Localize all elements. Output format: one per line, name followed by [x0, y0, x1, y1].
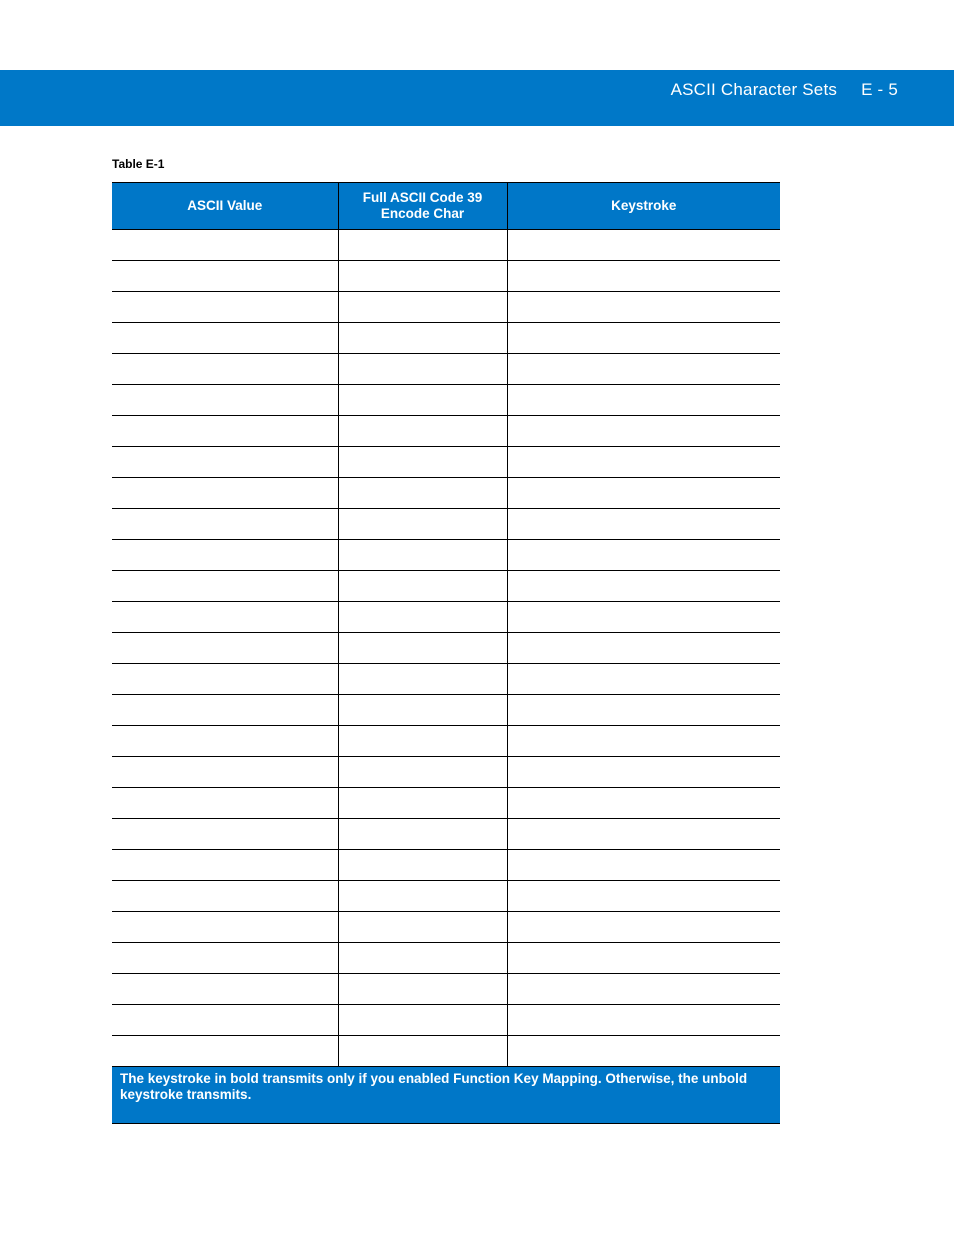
table-cell	[112, 664, 338, 695]
table-footnote: The keystroke in bold transmits only if you enabled Function Key Mapping. Otherwise, the unbold keystroke transmits.	[112, 1067, 780, 1124]
table-row	[112, 850, 780, 881]
table-cell	[112, 354, 338, 385]
table-cell	[507, 974, 780, 1005]
table-row	[112, 540, 780, 571]
table-cell	[338, 912, 507, 943]
table-cell	[112, 633, 338, 664]
table-cell	[507, 292, 780, 323]
table-footnote-row	[112, 1067, 780, 1124]
page-number: E - 5	[861, 80, 898, 99]
table-cell	[507, 478, 780, 509]
table-cell	[112, 540, 338, 571]
column-header-keystroke: Keystroke	[507, 183, 780, 230]
table-row	[112, 664, 780, 695]
table-row	[112, 757, 780, 788]
table-row	[112, 478, 780, 509]
table-cell	[112, 571, 338, 602]
table-cell	[338, 602, 507, 633]
table-cell	[338, 664, 507, 695]
table-row	[112, 354, 780, 385]
table-cell	[338, 633, 507, 664]
table-cell	[338, 230, 507, 261]
table-row	[112, 230, 780, 261]
section-title: ASCII Character Sets	[670, 80, 838, 99]
table-cell	[338, 726, 507, 757]
table-cell	[507, 416, 780, 447]
table-cell	[338, 1005, 507, 1036]
table-cell	[338, 819, 507, 850]
table-cell	[112, 726, 338, 757]
table-cell	[112, 602, 338, 633]
table-cell	[112, 230, 338, 261]
table-cell	[338, 416, 507, 447]
table-row	[112, 943, 780, 974]
table-cell	[507, 323, 780, 354]
table-row	[112, 974, 780, 1005]
table-cell	[507, 664, 780, 695]
table-cell	[507, 540, 780, 571]
table-cell	[338, 509, 507, 540]
table-cell	[112, 447, 338, 478]
table-cell	[338, 571, 507, 602]
table-row	[112, 261, 780, 292]
table-cell	[338, 385, 507, 416]
table-cell	[507, 912, 780, 943]
table-cell	[507, 261, 780, 292]
table-caption: Table E-1	[112, 157, 165, 171]
table-cell	[112, 416, 338, 447]
table-cell	[507, 602, 780, 633]
table-header-row	[112, 183, 780, 230]
table-row	[112, 881, 780, 912]
table-cell	[112, 1036, 338, 1067]
table-cell	[338, 540, 507, 571]
table-cell	[338, 788, 507, 819]
running-header	[671, 80, 898, 100]
table-cell	[338, 1036, 507, 1067]
column-header-line: Encode Char	[380, 206, 465, 221]
table-row	[112, 695, 780, 726]
table-cell	[112, 323, 338, 354]
table-cell	[112, 478, 338, 509]
column-header-line: Full ASCII Code 39	[362, 190, 483, 205]
table-cell	[507, 633, 780, 664]
table-cell	[338, 323, 507, 354]
table-cell	[112, 385, 338, 416]
table-cell	[112, 509, 338, 540]
table-cell	[507, 695, 780, 726]
table-cell	[507, 571, 780, 602]
table-row	[112, 602, 780, 633]
table-cell	[507, 385, 780, 416]
table-row	[112, 416, 780, 447]
table-cell	[112, 850, 338, 881]
table-cell	[507, 850, 780, 881]
table-cell	[507, 788, 780, 819]
table-cell	[507, 757, 780, 788]
table-row	[112, 1036, 780, 1067]
table-cell	[112, 292, 338, 323]
table-row	[112, 509, 780, 540]
column-header-code39-encode-char	[338, 183, 507, 230]
table-cell	[338, 261, 507, 292]
table-row	[112, 912, 780, 943]
table-cell	[338, 695, 507, 726]
ascii-table	[112, 182, 780, 1124]
table-cell	[338, 447, 507, 478]
table-row	[112, 385, 780, 416]
table-cell	[112, 974, 338, 1005]
table-row	[112, 292, 780, 323]
table-row	[112, 726, 780, 757]
table-cell	[112, 912, 338, 943]
table-row	[112, 1005, 780, 1036]
table-cell	[338, 292, 507, 323]
table-cell	[507, 726, 780, 757]
column-header-ascii-value: ASCII Value	[112, 183, 338, 230]
table-cell	[112, 881, 338, 912]
table-body	[112, 230, 780, 1124]
table-cell	[112, 943, 338, 974]
table-cell	[507, 354, 780, 385]
table-cell	[338, 974, 507, 1005]
table-cell	[338, 881, 507, 912]
table-cell	[338, 478, 507, 509]
table-cell	[338, 757, 507, 788]
table-cell	[112, 757, 338, 788]
table-cell	[507, 230, 780, 261]
table-cell	[507, 943, 780, 974]
table-row	[112, 633, 780, 664]
table-cell	[338, 850, 507, 881]
table-cell	[112, 788, 338, 819]
table-row	[112, 323, 780, 354]
table-row	[112, 788, 780, 819]
table-cell	[112, 1005, 338, 1036]
table-cell	[507, 1036, 780, 1067]
table-row	[112, 447, 780, 478]
table-cell	[507, 509, 780, 540]
table-cell	[112, 819, 338, 850]
table-cell	[338, 354, 507, 385]
table-cell	[507, 447, 780, 478]
table-cell	[338, 943, 507, 974]
table-cell	[112, 695, 338, 726]
table-cell	[112, 261, 338, 292]
table-cell	[507, 1005, 780, 1036]
table-row	[112, 571, 780, 602]
table-cell	[507, 819, 780, 850]
table-row	[112, 819, 780, 850]
table-cell	[507, 881, 780, 912]
